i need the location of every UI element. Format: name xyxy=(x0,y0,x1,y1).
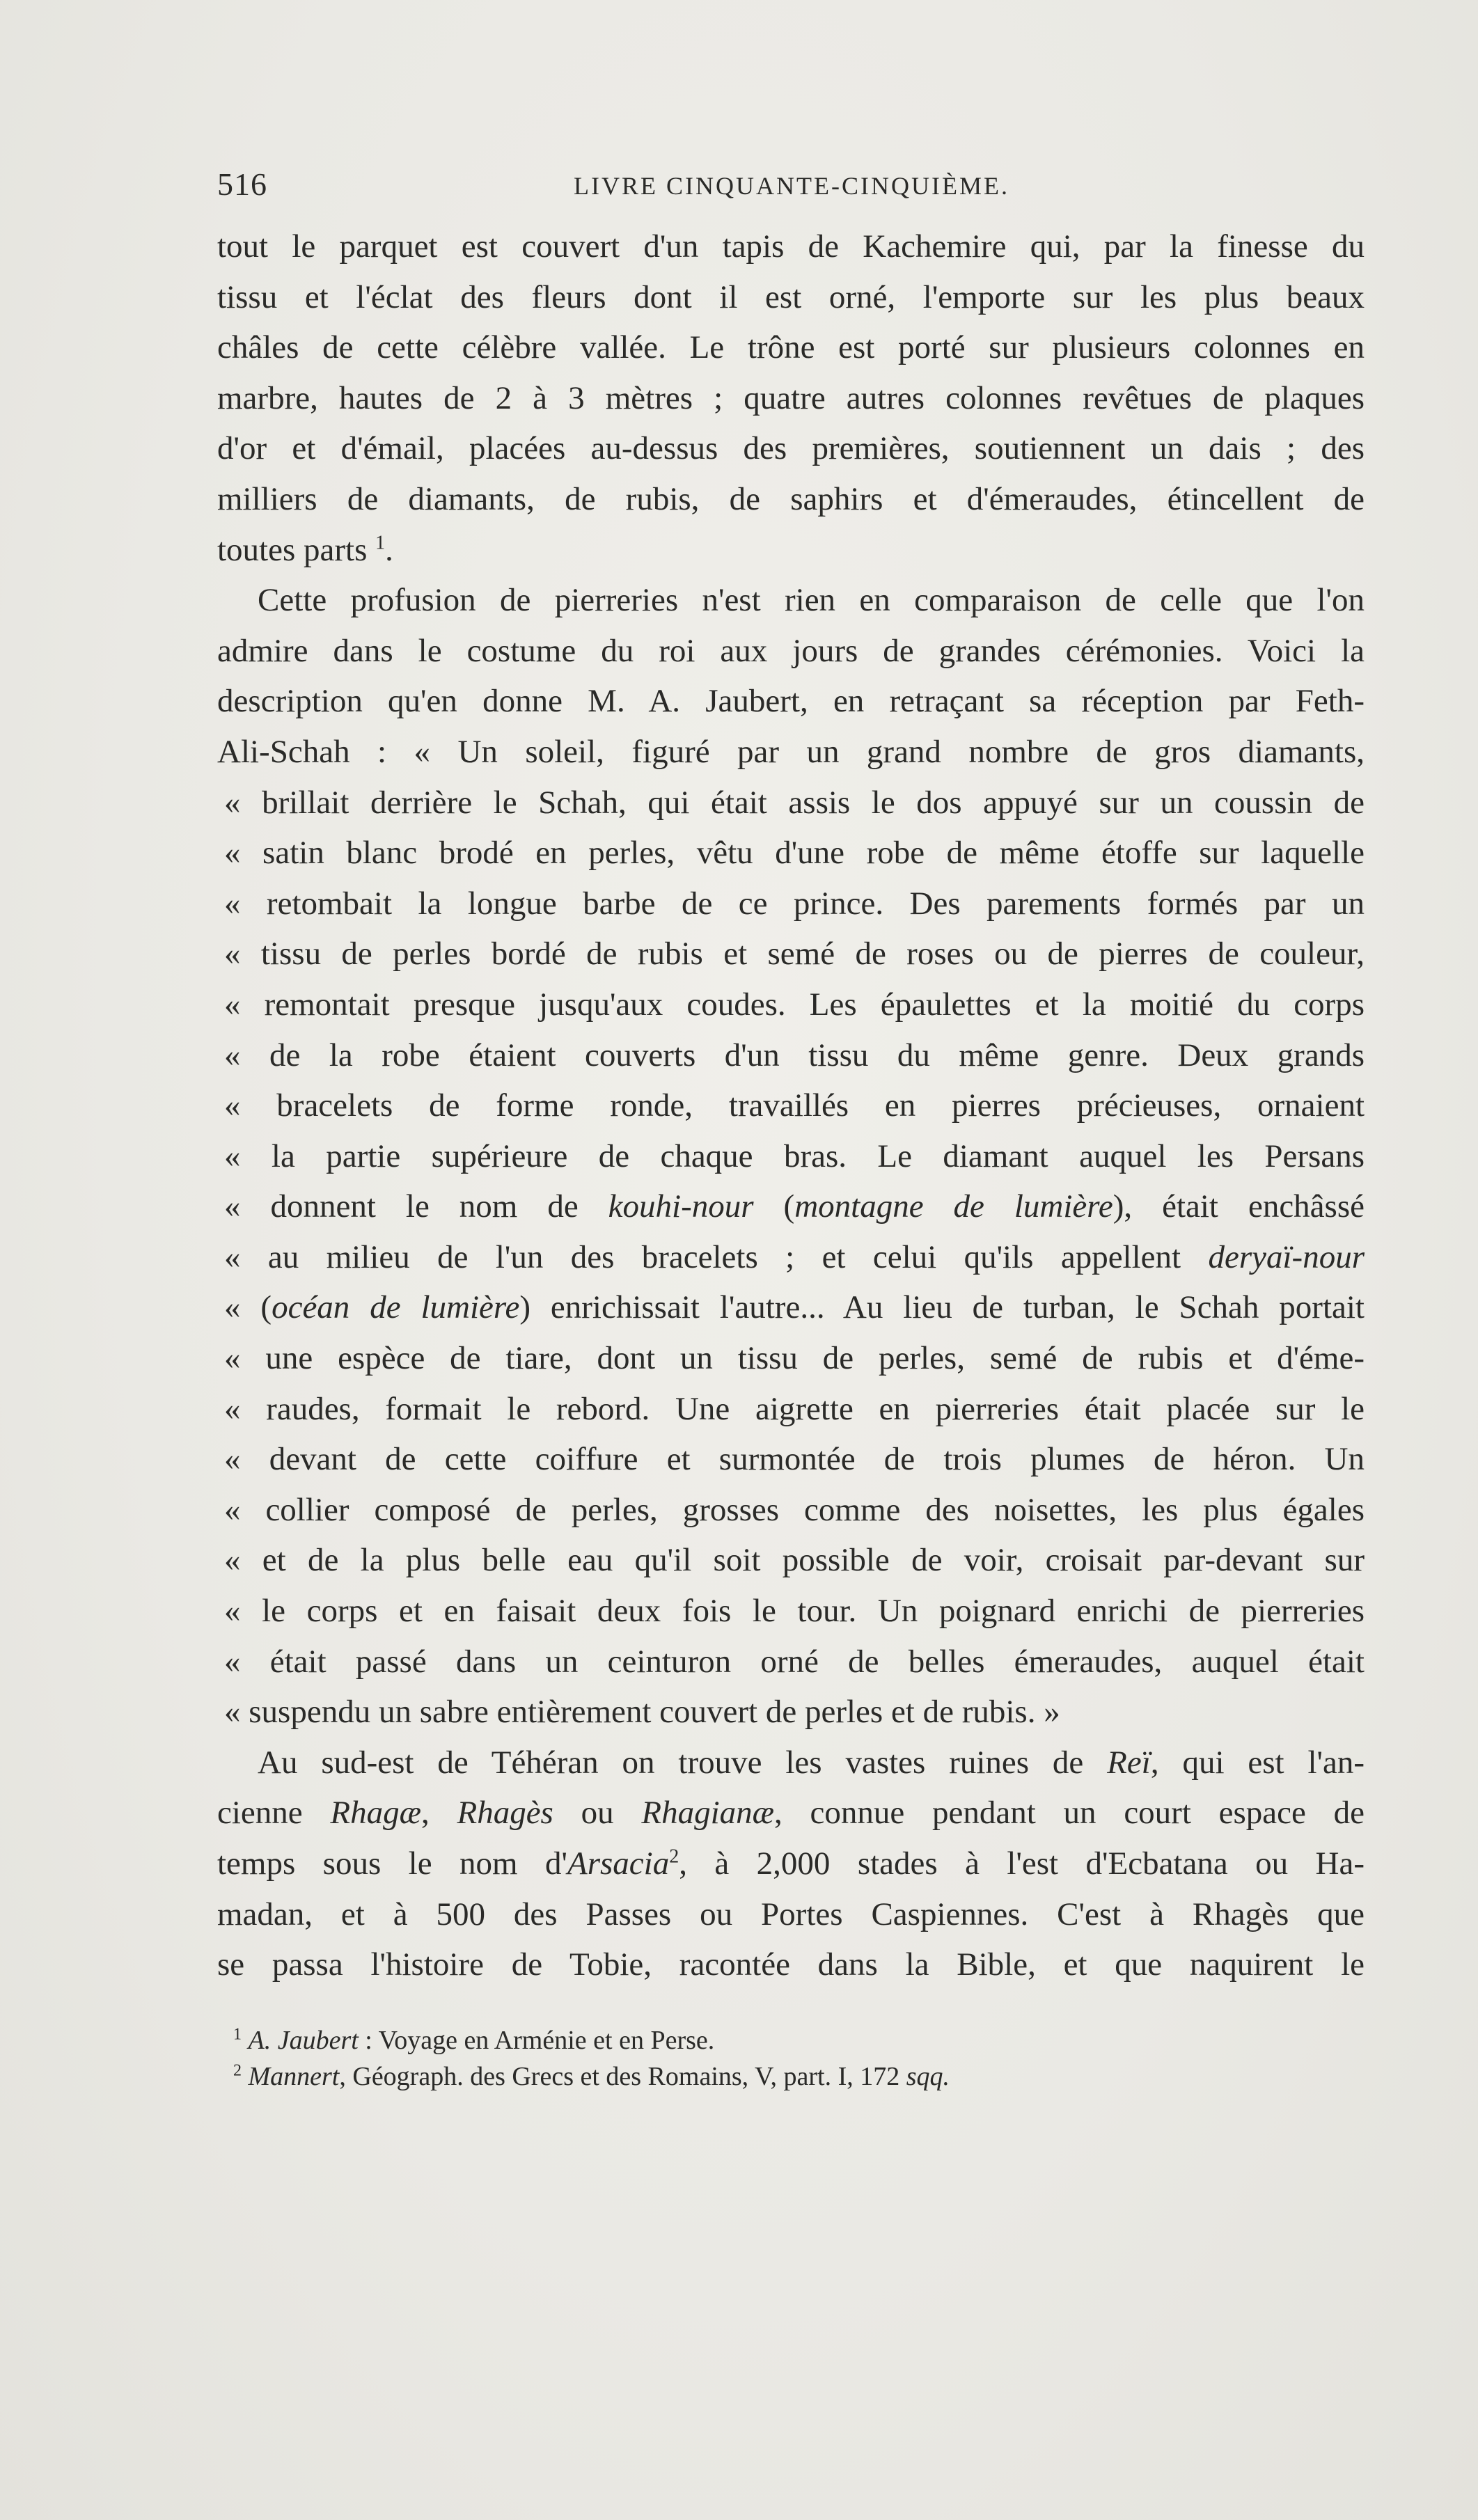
text-line: Cette profusion de pierreries n'est rien en comparaison de celle que l'on xyxy=(258,582,1365,619)
footnote-mark: 1 xyxy=(233,2025,242,2044)
text-line: milliers de diamants, de rubis, de saphirs et d'émeraudes, étincellent de xyxy=(217,480,1365,517)
footnote-ref[interactable]: 1 xyxy=(375,531,386,553)
quote-line: « une espèce de tiare, dont un tissu de perles, semé de rubis et d'éme- xyxy=(224,1340,1365,1377)
quote-line: « bracelets de forme ronde, travaillés en pierres précieuses, ornaient xyxy=(224,1087,1365,1124)
quote-line: « raudes, formait le rebord. Une aigrette en pierreries était placée sur le xyxy=(224,1390,1365,1427)
text-line: Ali-Schah : « Un soleil, figuré par un grand nombre de gros diamants, xyxy=(217,733,1365,770)
italic-term: Reï xyxy=(1107,1744,1151,1781)
italic-term: Rhagianæ xyxy=(641,1795,775,1832)
quote-line: « tissu de perles bordé de rubis et semé de roses ou de pierres de couleur, xyxy=(224,936,1365,972)
text-line: se passa l'histoire de Tobie, racontée dans la Bible, et que naquirent le xyxy=(217,1946,1365,1983)
italic-term: Rhagès xyxy=(457,1795,553,1832)
quote-line: « et de la plus belle eau qu'il soit possible de voir, croisait par-devant sur xyxy=(224,1542,1365,1579)
quote-line: « remontait presque jusqu'aux coudes. Les épaulettes et la moitié du corps xyxy=(224,986,1365,1023)
italic-term: montagne de lumière xyxy=(794,1188,1113,1225)
footnote-author: Mannert xyxy=(248,2062,340,2091)
quote-line: « collier composé de perles, grosses comme des noisettes, les plus égales xyxy=(224,1491,1365,1528)
quote-line: « donnent le nom de kouhi-nour (montagne de lumière), était enchâssé xyxy=(224,1188,1365,1225)
quote-line: « de la robe étaient couverts d'un tissu du même genre. Deux grands xyxy=(224,1037,1365,1073)
running-head: LIVRE CINQUANTE-CINQUIÈME. xyxy=(574,172,1009,200)
italic-term: Rhagæ xyxy=(330,1795,421,1832)
text-line: d'or et d'émail, placées au-dessus des premières, soutiennent un dais ; des xyxy=(217,430,1365,467)
text-line: marbre, hautes de 2 à 3 mètres ; quatre autres colonnes revêtues de plaques xyxy=(217,379,1365,416)
footnote-author: A. Jaubert xyxy=(248,2026,359,2055)
quote-line: « retombait la longue barbe de ce prince. Des parements formés par un xyxy=(224,885,1365,922)
quote-line: « la partie supérieure de chaque bras. Le diamant auquel les Persans xyxy=(224,1137,1365,1174)
page-header xyxy=(217,166,1366,207)
quote-line: « satin blanc brodé en perles, vêtu d'une robe de même étoffe sur laquelle xyxy=(224,835,1365,872)
quote-line: « suspendu un sabre entièrement couvert de perles et de rubis. » xyxy=(224,1694,1060,1731)
quote-line: « devant de cette coiffure et surmontée de trois plumes de héron. Un xyxy=(224,1441,1365,1478)
text-line: cienne Rhagæ, Rhagès ou Rhagianæ, connue pendant un court espace de xyxy=(217,1795,1365,1832)
footnote-mark: 2 xyxy=(233,2061,242,2080)
footnote: $^1$ A. Jaubert : Voyage en Arménie et en Perse. xyxy=(233,2025,715,2055)
text-line: toutes parts $^1$. xyxy=(217,531,393,568)
text-line: madan, et à 500 des Passes ou Portes Caspiennes. C'est à Rhagès que xyxy=(217,1896,1365,1932)
footnote: $^2$ Mannert, Géograph. des Grecs et des Romains, V, part. I, 172 sqq. xyxy=(233,2061,950,2091)
text-line: tout le parquet est couvert d'un tapis de Kachemire qui, par la finesse du xyxy=(217,228,1365,265)
footnote-ref[interactable]: 2 xyxy=(669,1845,679,1868)
italic-term: deryaï-nour xyxy=(1208,1238,1365,1275)
page-number: 516 xyxy=(217,166,267,202)
quote-line: « au milieu de l'un des bracelets ; et celui qu'ils appellent deryaï-nour xyxy=(224,1238,1365,1275)
text-line: description qu'en donne M. A. Jaubert, en retraçant sa réception par Feth- xyxy=(217,683,1365,720)
text-line: temps sous le nom d'Arsacia$^2$, à 2,000 stades à l'est d'Ecbatana ou Ha- xyxy=(217,1845,1365,1882)
quote-line: « brillait derrière le Schah, qui était assis le dos appuyé sur un coussin de xyxy=(224,784,1365,821)
italic-term: kouhi-nour xyxy=(608,1188,754,1225)
quote-line: « était passé dans un ceinturon orné de belles émeraudes, auquel était xyxy=(224,1643,1365,1680)
italic-term: océan de lumière xyxy=(272,1289,520,1326)
text-line: admire dans le costume du roi aux jours de grandes cérémonies. Voici la xyxy=(217,632,1365,669)
italic-term: Arsacia xyxy=(567,1845,670,1882)
text-line: châles de cette célèbre vallée. Le trône est porté sur plusieurs colonnes en xyxy=(217,329,1365,366)
footnotes xyxy=(233,2022,1347,2095)
text-line: Au sud-est de Téhéran on trouve les vastes ruines de Reï, qui est l'an- xyxy=(258,1744,1365,1781)
main-text xyxy=(217,221,1365,1990)
quote-line: « le corps et en faisait deux fois le tour. Un poignard enrichi de pierreries xyxy=(224,1593,1365,1630)
text-line: tissu et l'éclat des fleurs dont il est orné, l'emporte sur les plus beaux xyxy=(217,278,1365,315)
quote-line: « (océan de lumière) enrichissait l'autre... Au lieu de turban, le Schah portait xyxy=(224,1289,1365,1326)
